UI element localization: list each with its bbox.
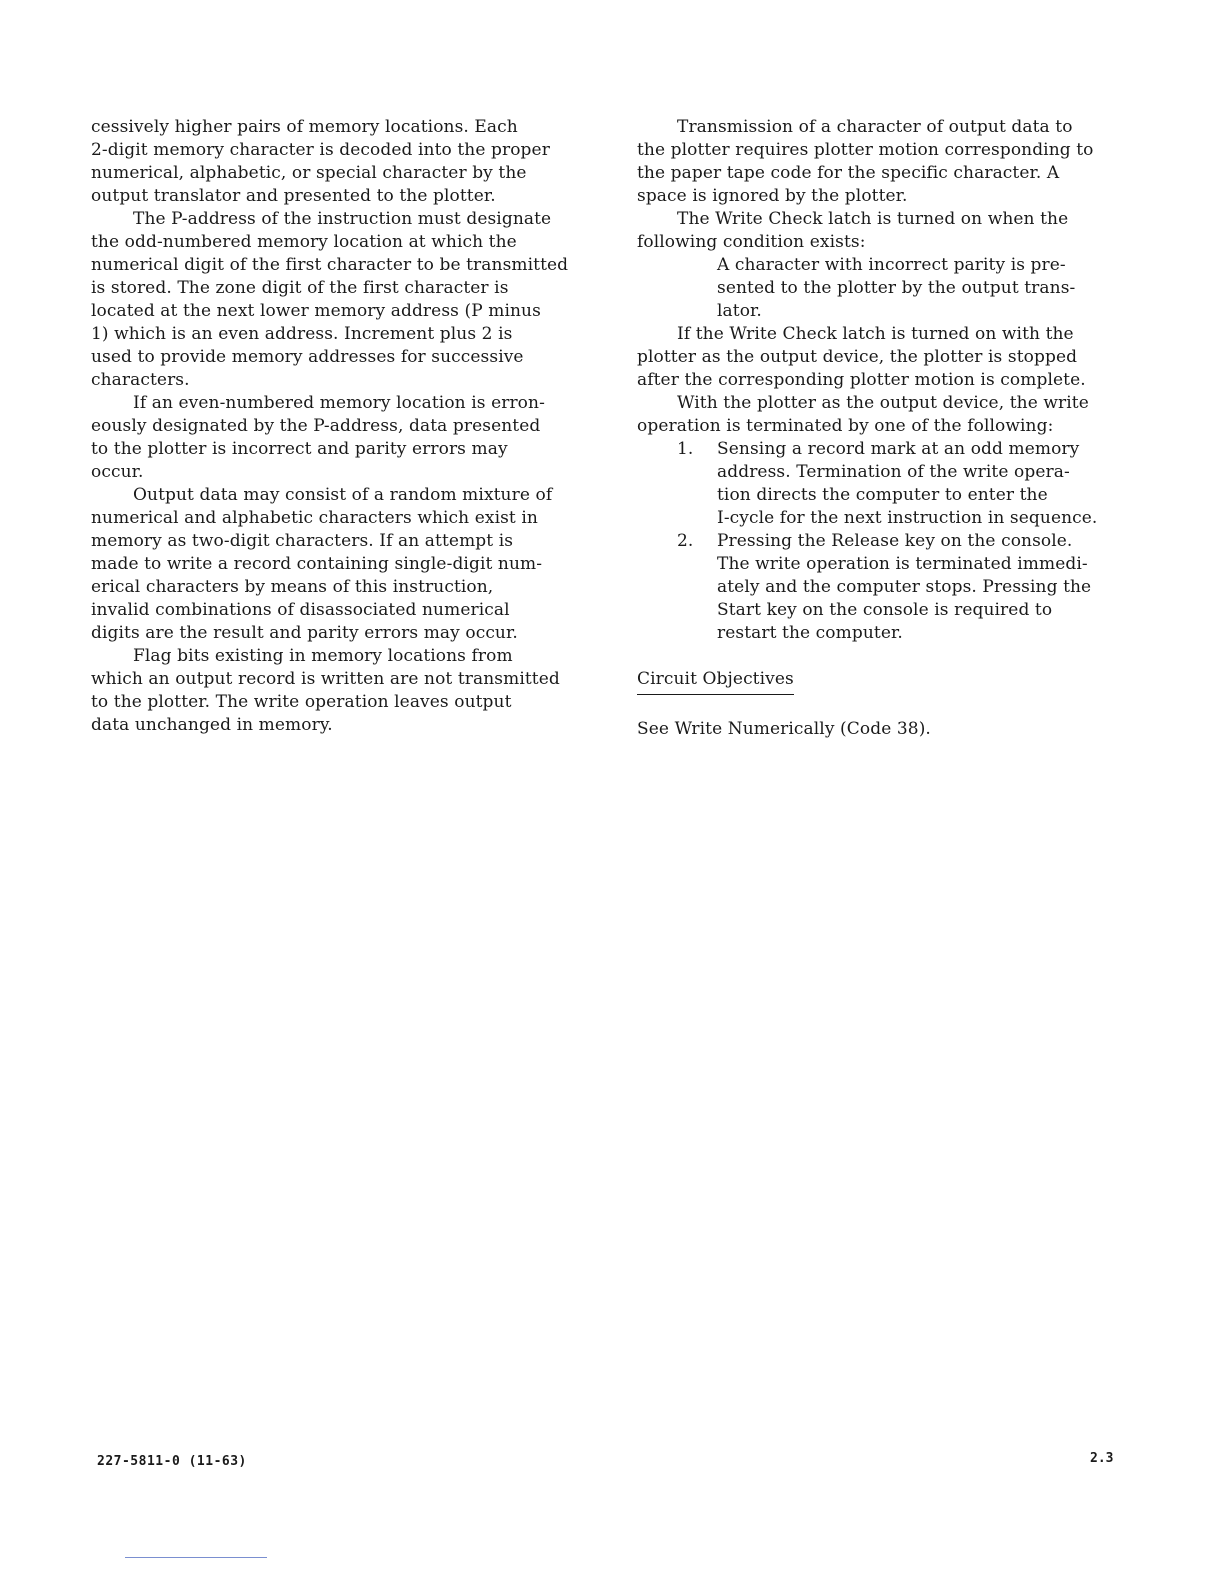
- body-text-line: cessively higher pairs of memory locations. Each: [91, 117, 518, 137]
- body-text-line: to the plotter. The write operation leaves output: [91, 692, 512, 712]
- list-item-text: Sensing a record mark at an odd memory: [717, 439, 1080, 459]
- section-heading: Circuit Objectives: [637, 668, 794, 695]
- list-number: 1.: [677, 439, 694, 459]
- list-item: [637, 530, 1127, 553]
- list-number: 2.: [677, 531, 694, 551]
- body-text-line: If the Write Check latch is turned on with the: [677, 324, 1074, 344]
- termination-list: [637, 438, 1127, 645]
- body-text-line: used to provide memory addresses for successive: [91, 347, 524, 367]
- list-item-text: Pressing the Release key on the console.: [717, 531, 1073, 551]
- body-text-line: digits are the result and parity errors may occur.: [91, 623, 518, 643]
- body-text-line: numerical and alphabetic characters which exist in: [91, 508, 538, 528]
- body-text-line: Output data may consist of a random mixture of: [133, 485, 553, 505]
- body-text-line: the paper tape code for the specific character. A: [637, 163, 1060, 183]
- form-number: 227-5811-0 (11-63): [97, 1454, 247, 1469]
- list-item-text: tion directs the computer to enter the: [717, 485, 1048, 505]
- list-item: [637, 438, 1127, 461]
- condition-text-line: A character with incorrect parity is pre-: [717, 255, 1066, 275]
- body-text-line: Flag bits existing in memory locations from: [133, 646, 513, 666]
- body-text-line: eously designated by the P-address, data presented: [91, 416, 541, 436]
- bottom-rule-divider: [125, 1557, 267, 1558]
- body-text-line: which an output record is written are not transmitted: [91, 669, 560, 689]
- condition-text-line: lator.: [717, 301, 762, 321]
- body-text-line: memory as two-digit characters. If an attempt is: [91, 531, 514, 551]
- condition-text-line: sented to the plotter by the output trans-: [717, 278, 1076, 298]
- list-item-text: I-cycle for the next instruction in sequence.: [717, 508, 1098, 528]
- body-text-line: space is ignored by the plotter.: [637, 186, 908, 206]
- body-text-line: after the corresponding plotter motion is complete.: [637, 370, 1086, 390]
- body-text-line: made to write a record containing single-digit num-: [91, 554, 543, 574]
- left-column: [91, 116, 593, 737]
- body-text-line: The Write Check latch is turned on when the: [677, 209, 1069, 229]
- body-text-line: occur.: [91, 462, 144, 482]
- body-text-line: the plotter requires plotter motion corresponding to: [637, 140, 1094, 160]
- list-item-text: The write operation is terminated immedi-: [717, 554, 1088, 574]
- body-text-line: erical characters by means of this instruction,: [91, 577, 494, 597]
- body-text-line: following condition exists:: [637, 232, 866, 252]
- list-item-text: ately and the computer stops. Pressing the: [717, 577, 1092, 597]
- body-text-line: The P-address of the instruction must designate: [133, 209, 552, 229]
- body-text-line: Transmission of a character of output data to: [677, 117, 1073, 137]
- body-text-line: output translator and presented to the plotter.: [91, 186, 496, 206]
- body-text-line: located at the next lower memory address (P minus: [91, 301, 541, 321]
- body-text-line: 2-digit memory character is decoded into the proper: [91, 140, 550, 160]
- body-text-line: operation is terminated by one of the following:: [637, 416, 1054, 436]
- body-text-line: plotter as the output device, the plotter is stopped: [637, 347, 1078, 367]
- body-text-line: With the plotter as the output device, the write: [677, 393, 1089, 413]
- closing-text: See Write Numerically (Code 38).: [637, 719, 931, 739]
- list-item-text: address. Termination of the write opera-: [717, 462, 1070, 482]
- body-text-line: invalid combinations of disassociated numerical: [91, 600, 510, 620]
- body-text-line: numerical digit of the first character to be transmitted: [91, 255, 569, 275]
- body-text-line: to the plotter is incorrect and parity errors may: [91, 439, 508, 459]
- body-text-line: characters.: [91, 370, 190, 390]
- page-number: 2.3: [1090, 1451, 1114, 1466]
- body-text-line: 1) which is an even address. Increment plus 2 is: [91, 324, 513, 344]
- list-item-text: Start key on the console is required to: [717, 600, 1053, 620]
- body-text-line: If an even-numbered memory location is erron-: [133, 393, 545, 413]
- list-item-text: restart the computer.: [717, 623, 903, 643]
- body-text-line: is stored. The zone digit of the first character is: [91, 278, 509, 298]
- body-text-line: numerical, alphabetic, or special character by the: [91, 163, 527, 183]
- body-text-line: data unchanged in memory.: [91, 715, 333, 735]
- right-column: [637, 116, 1127, 741]
- body-text-line: the odd-numbered memory location at which the: [91, 232, 517, 252]
